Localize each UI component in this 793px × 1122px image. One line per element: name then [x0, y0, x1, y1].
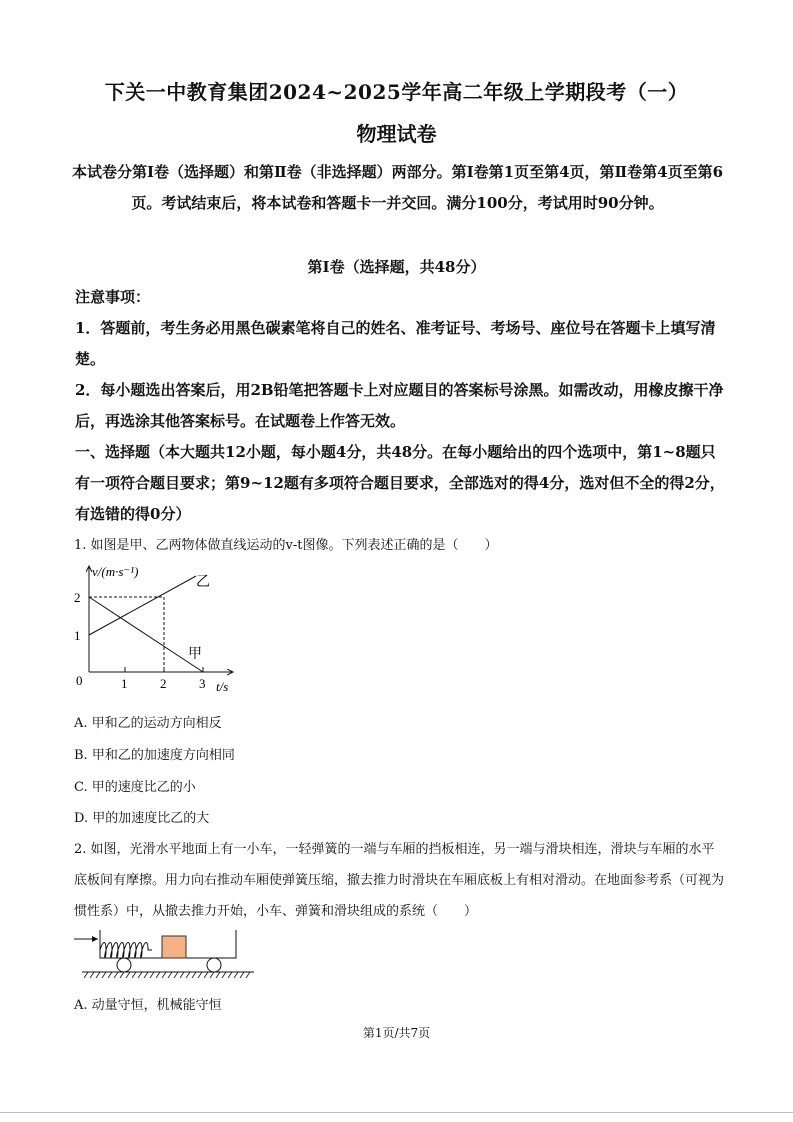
tick-label-x-3: 3: [199, 676, 206, 691]
tick-label-x-0: 0: [76, 673, 83, 688]
notice-item-2: 2．每小题选出答案后，用2B铅笔把答题卡上对应题目的答案标号涂黑。如需改动，用橡皮擦干净后，再选涂其他答案标号。在试题卷上作答无效。: [75, 381, 724, 430]
wheel-right: [207, 958, 221, 972]
tick-label-x-1: 1: [121, 676, 128, 691]
exam-subtitle: 物理试卷: [356, 122, 437, 146]
intro-paragraph: 本试卷分第Ⅰ卷（选择题）和第Ⅱ卷（非选择题）两部分。第Ⅰ卷第1页至第4页，第Ⅱ卷第4页至第6页。考试结束后，将本试卷和答题卡一并交回。满分100分，考试用时90分钟。: [71, 163, 724, 212]
tick-label-y-2: 2: [74, 590, 81, 605]
question-1-stem: 1. 如图是甲、乙两物体做直线运动的v-t图像。下列表述正确的是（ ）: [74, 538, 498, 553]
x-axis-label: t/s: [216, 679, 229, 694]
wheel-left: [117, 958, 131, 972]
spring: [100, 943, 152, 958]
series-label-jia: 甲: [188, 647, 202, 662]
slider-block: [162, 936, 186, 958]
cart-diagram: [72, 926, 262, 982]
q1-option-c: C. 甲的速度比乙的小: [74, 780, 196, 795]
notice-heading: 注意事项：: [75, 288, 151, 306]
q2-option-a: A. 动量守恒，机械能守恒: [74, 998, 222, 1013]
vt-chart: [70, 560, 250, 700]
q1-option-a: A. 甲和乙的运动方向相反: [74, 716, 222, 731]
page-footer: 第1页/共7页: [362, 1026, 431, 1040]
tick-label-y-1: 1: [74, 628, 81, 643]
series-line-jia: [89, 597, 203, 672]
part1-instructions: 一、选择题（本大题共12小题，每小题4分，共48分。在每小题给出的四个选项中，第1~8题只有一项符合题目要求；第9~12题有多项符合题目要求，全部选对的得4分，选对但不全的得2分，有选错的得0分）: [75, 443, 725, 523]
q1-option-b: B. 甲和乙的加速度方向相同: [74, 748, 235, 763]
tick-label-x-2: 2: [160, 676, 167, 691]
series-label-yi: 乙: [196, 575, 210, 590]
exam-title: 下关一中教育集团2024~2025学年高二年级上学期段考（一）: [104, 80, 689, 104]
bottom-divider: [0, 1112, 793, 1113]
series-line-yi: [89, 576, 196, 635]
question-2-stem: 2. 如图，光滑水平地面上有一小车，一轻弹簧的一端与车厢的挡板相连，另一端与滑块相连，滑块与车厢的水平底板间有摩擦。用力向右推动车厢使弹簧压缩，撤去推力时滑块在车厢底板上有相对滑动。在地面参考系（可视为惯性系）中，从撤去推力开始，小车、弹簧和滑块组成的系统（ ）: [74, 842, 725, 919]
y-axis-label: v/(m·s⁻¹): [92, 564, 139, 579]
q1-option-d: D. 甲的加速度比乙的大: [74, 811, 210, 826]
notice-item-1: 1．答题前，考生务必用黑色碳素笔将自己的姓名、准考证号、考场号、座位号在答题卡上填写清楚。: [75, 319, 716, 368]
section-title: 第Ⅰ卷（选择题，共48分）: [307, 258, 486, 276]
